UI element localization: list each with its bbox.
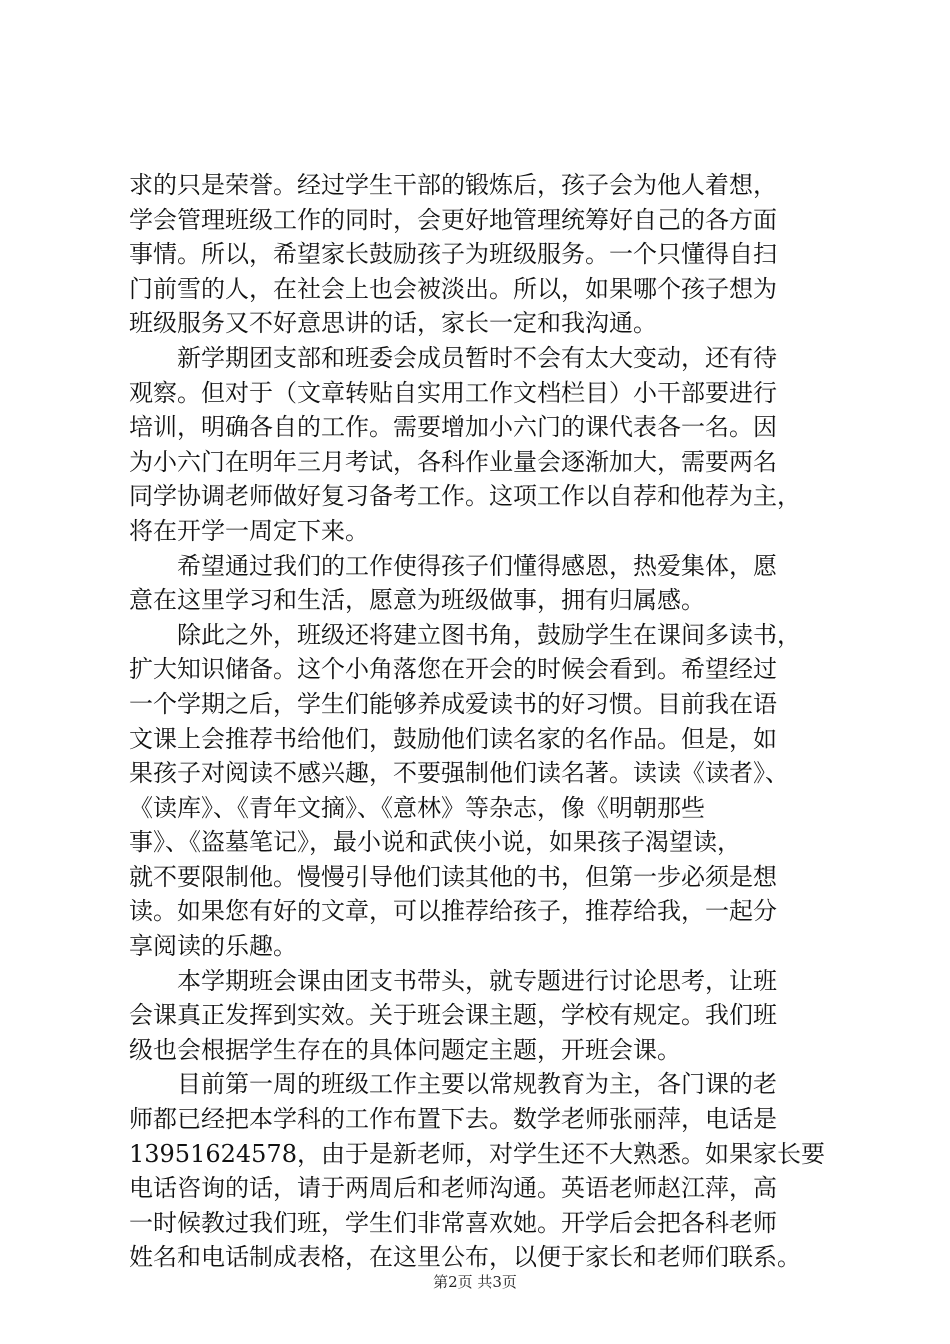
text-line: 扩大知识储备。这个小角落您在开会的时候会看到。希望经过 — [129, 655, 777, 684]
text-line: 一个学期之后，学生们能够养成爱读书的好习惯。目前我在语 — [129, 689, 777, 718]
text-line: 读。如果您有好的文章，可以推荐给孩子，推荐给我，一起分 — [129, 897, 777, 926]
text-line: 为小六门在明年三月考试，各科作业量会逐渐加大，需要两名 — [129, 447, 777, 476]
text-line: 级也会根据学生存在的具体问题定主题，开班会课。 — [129, 1035, 681, 1064]
text-line: 希望通过我们的工作使得孩子们懂得感恩，热爱集体，愿 — [129, 551, 777, 580]
text-line: 电话咨询的话，请于两周后和老师沟通。英语老师赵江萍，高 — [129, 1174, 777, 1203]
text-line: 就不要限制他。慢慢引导他们读其他的书，但第一步必须是想 — [129, 862, 777, 891]
text-line: 新学期团支部和班委会成员暂时不会有太大变动，还有待 — [129, 343, 777, 372]
text-line: 班级服务又不好意思讲的话，家长一定和我沟通。 — [129, 309, 657, 338]
text-line: 求的只是荣誉。经过学生干部的锻炼后，孩子会为他人着想， — [129, 171, 777, 199]
text-line: 除此之外，班级还将建立图书角，鼓励学生在课间多读书， — [129, 620, 801, 649]
text-line: 果孩子对阅读不感兴趣，不要强制他们读名著。读读《读者》、 — [129, 759, 789, 788]
text-line: 将在开学一周定下来。 — [129, 516, 369, 545]
text-line: 学会管理班级工作的同时，会更好地管理统筹好自己的各方面 — [129, 205, 777, 234]
text-line: 目前第一周的班级工作主要以常规教育为主，各门课的老 — [129, 1070, 777, 1099]
page-number-footer: 第2页 共3页 — [433, 1273, 517, 1291]
text-line: 培训，明确各自的工作。需要增加小六门的课代表各一名。因 — [129, 413, 777, 442]
text-line: 会课真正发挥到实效。关于班会课主题，学校有规定。我们班 — [129, 1001, 777, 1030]
text-line: 事》、《盗墓笔记》，最小说和武侠小说，如果孩子渴望读， — [129, 828, 741, 857]
text-line: 本学期班会课由团支书带头，就专题进行讨论思考，让班 — [129, 966, 777, 995]
text-line: 《读库》、《青年文摘》、《意林》等杂志，像《明朝那些 — [129, 793, 705, 822]
text-line: 享阅读的乐趣。 — [129, 932, 297, 961]
text-line: 姓名和电话制成表格，在这里公布，以便于家长和老师们联系。 — [129, 1243, 801, 1272]
text-line: 意在这里学习和生活，愿意为班级做事，拥有归属感。 — [129, 586, 705, 615]
text-line: 事情。所以，希望家长鼓励孩子为班级服务。一个只懂得自扫 — [129, 240, 777, 269]
text-line: 门前雪的人，在社会上也会被淡出。所以，如果哪个孩子想为 — [129, 274, 777, 303]
text-line: 观察。但对于（文章转贴自实用工作文档栏目）小干部要进行 — [129, 378, 777, 407]
document-body — [129, 168, 839, 1275]
text-line: 文课上会推荐书给他们，鼓励他们读名家的名作品。但是，如 — [129, 724, 777, 753]
text-line: 13951624578，由于是新老师，对学生还不大熟悉。如果家长要 — [129, 1139, 825, 1168]
text-line: 同学协调老师做好复习备考工作。这项工作以自荐和他荐为主， — [129, 482, 801, 511]
text-line: 师都已经把本学科的工作布置下去。数学老师张丽萍，电话是 — [129, 1105, 777, 1134]
text-line: 一时候教过我们班，学生们非常喜欢她。开学后会把各科老师 — [129, 1208, 777, 1237]
